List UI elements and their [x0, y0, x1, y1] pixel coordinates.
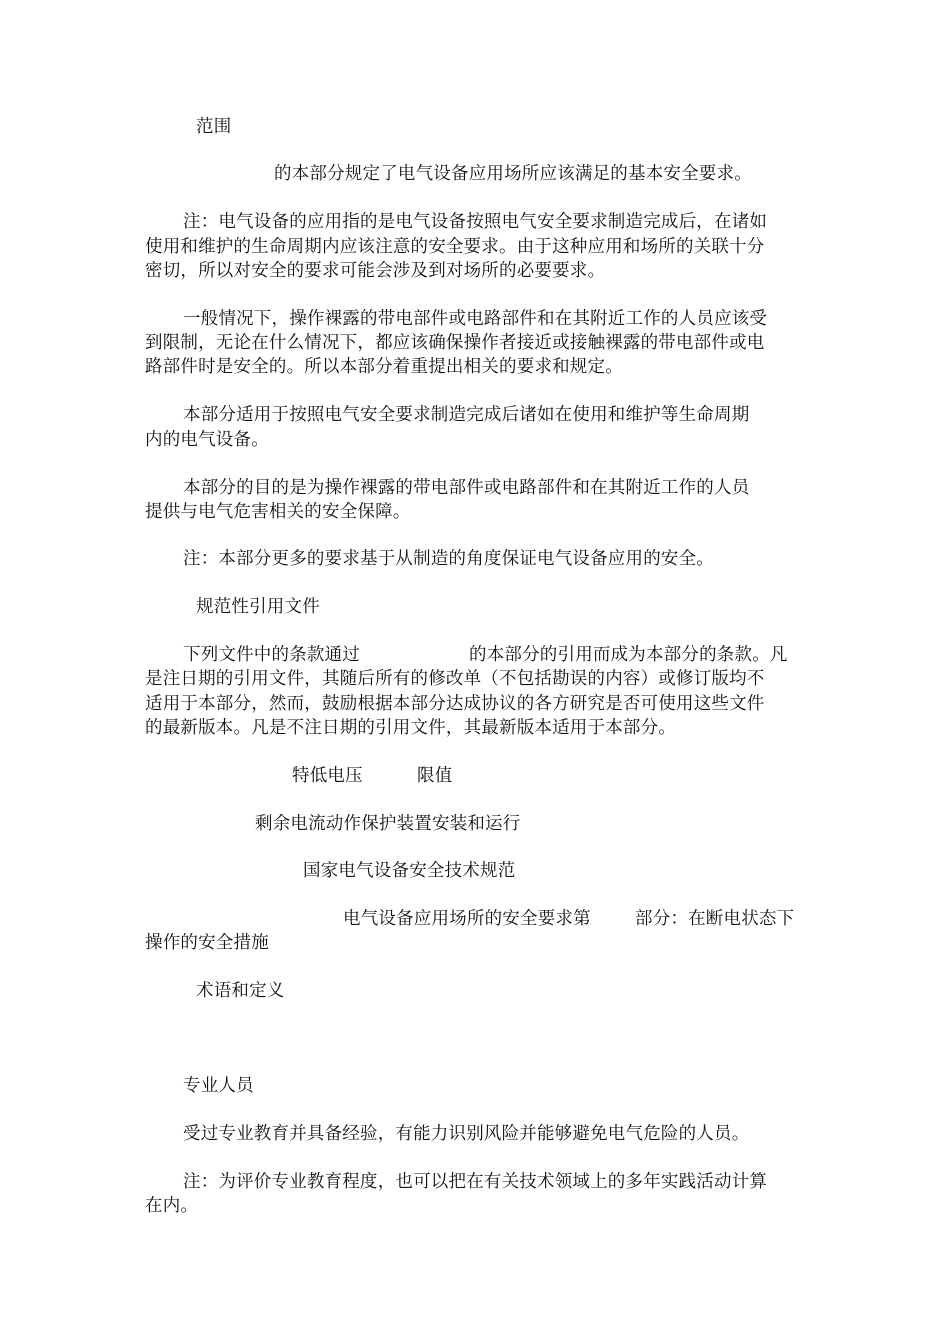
section-heading-terms: 术语和定义	[196, 981, 285, 1001]
note-line: 注：电气设备的应用指的是电气设备按照电气安全要求制造完成后，在诸如	[183, 212, 768, 232]
paragraph-line: 到限制，无论在什么情况下，都应该确保操作者接近或接触裸露的带电部件或电	[145, 333, 765, 353]
paragraph-line: 本部分适用于按照电气安全要求制造完成后诸如在使用和维护等生命周期	[183, 405, 750, 425]
paragraph-line: 提供与电气危害相关的安全保障。	[145, 502, 411, 522]
paragraph-line: 适用于本部分，然而，鼓励根据本部分达成协议的各方研究是否可使用这些文件	[145, 694, 765, 714]
reference-item: 剩余电流动作保护装置安装和运行	[255, 814, 521, 834]
term-definition: 受过专业教育并具备经验，有能力识别风险并能够避免电气危险的人员。	[183, 1124, 750, 1144]
paragraph-line: 下列文件中的条款通过	[183, 645, 360, 665]
section-heading-scope: 范围	[196, 117, 232, 137]
reference-item: 特低电压	[292, 766, 363, 786]
note-line: 使用和维护的生命周期内应该注意的安全要求。由于这种应用和场所的关联十分	[145, 237, 765, 257]
note-line: 在内。	[145, 1196, 199, 1216]
paragraph-line: 本部分的目的是为操作裸露的带电部件或电路部件和在其附近工作的人员	[183, 478, 750, 498]
paragraph-line: 路部件时是安全的。所以本部分着重提出相关的要求和规定。	[145, 357, 623, 377]
paragraph-line: 的本部分的引用而成为本部分的条款。凡	[469, 645, 788, 665]
reference-item: 电气设备应用场所的安全要求第	[343, 909, 591, 929]
paragraph-line: 的最新版本。凡是不注日期的引用文件，其最新版本适用于本部分。	[145, 718, 676, 738]
paragraph-line: 内的电气设备。	[145, 430, 269, 450]
paragraph-line: 一般情况下，操作裸露的带电部件或电路部件和在其附近工作的人员应该受	[183, 309, 768, 329]
section-heading-normative-references: 规范性引用文件	[196, 597, 320, 617]
note-line: 密切，所以对安全的要求可能会涉及到对场所的必要要求。	[145, 261, 606, 281]
reference-item: 限值	[417, 766, 453, 786]
scope-statement: 的本部分规定了电气设备应用场所应该满足的基本安全要求。	[274, 164, 752, 184]
term-title: 专业人员	[183, 1076, 254, 1096]
paragraph-line: 是注日期的引用文件，其随后所有的修改单（不包括勘误的内容）或修订版均不	[145, 669, 765, 689]
reference-item: 国家电气设备安全技术规范	[303, 861, 516, 881]
note-line: 注：为评价专业教育程度，也可以把在有关技术领域上的多年实践活动计算	[183, 1172, 768, 1192]
reference-item: 操作的安全措施	[145, 933, 269, 953]
reference-item: 部分：在断电状态下	[635, 909, 795, 929]
note-line: 注：本部分更多的要求基于从制造的角度保证电气设备应用的安全。	[183, 549, 714, 569]
